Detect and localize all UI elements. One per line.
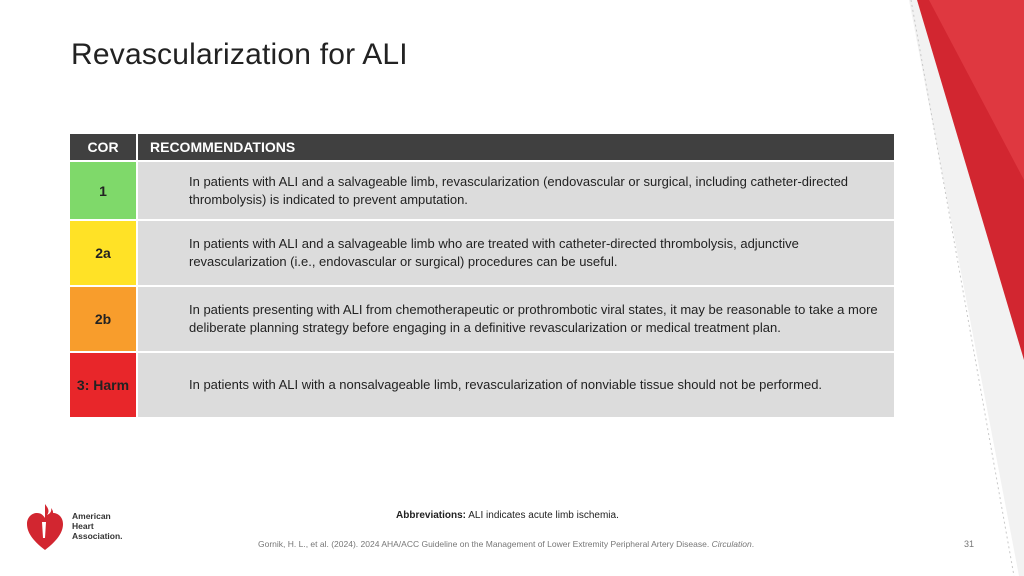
cor-header: COR — [70, 134, 136, 160]
slide-title: Revascularization for ALI — [71, 38, 408, 71]
table-row — [70, 221, 894, 285]
citation-end: . — [751, 539, 755, 549]
citation-text: Gornik, H. L., et al. (2024). 2024 AHA/ACC Guideline on the Management of Lower Extremity Peripheral Artery Disease. — [258, 539, 712, 549]
aha-logo — [26, 500, 123, 552]
abbreviations-note — [396, 510, 619, 521]
recommendation-text: In patients with ALI and a salvageable limb, revascularization (endovascular or surgical, including catheter-directed thrombolysis) is indicated to prevent amputation. — [138, 162, 894, 219]
recommendation-text: In patients with ALI with a nonsalvageable limb, revascularization of nonviable tissue should not be performed. — [138, 353, 894, 417]
recommendations-header: RECOMMENDATIONS — [138, 134, 894, 160]
citation — [258, 539, 754, 549]
recommendations-table — [70, 134, 894, 419]
citation-journal: Circulation — [711, 539, 752, 549]
abbreviations-label: Abbreviations: — [396, 510, 467, 521]
table-row — [70, 287, 894, 351]
recommendation-text: In patients with ALI and a salvageable limb who are treated with catheter-directed thrombolysis, adjunctive revascularization (i.e., endovascular or surgical) procedures can be useful. — [138, 221, 894, 285]
cor-badge: 3: Harm — [70, 353, 136, 417]
heart-torch-icon — [26, 500, 64, 552]
page-number: 31 — [964, 539, 975, 549]
aha-logo-text: American Heart Association. — [72, 511, 123, 541]
table-row — [70, 353, 894, 417]
decorative-red-band — [909, 0, 1024, 576]
cor-badge: 2a — [70, 221, 136, 285]
abbreviations-text: ALI indicates acute limb ischemia. — [466, 510, 619, 521]
cor-badge: 2b — [70, 287, 136, 351]
table-row — [70, 162, 894, 219]
recommendation-text: In patients presenting with ALI from chemotherapeutic or prothrombotic viral states, it may be reasonable to take a more deliberate planning strategy before engaging in a definitive revascularization or medical treatment plan. — [138, 287, 894, 351]
cor-badge: 1 — [70, 162, 136, 219]
table-header-row — [70, 134, 894, 160]
